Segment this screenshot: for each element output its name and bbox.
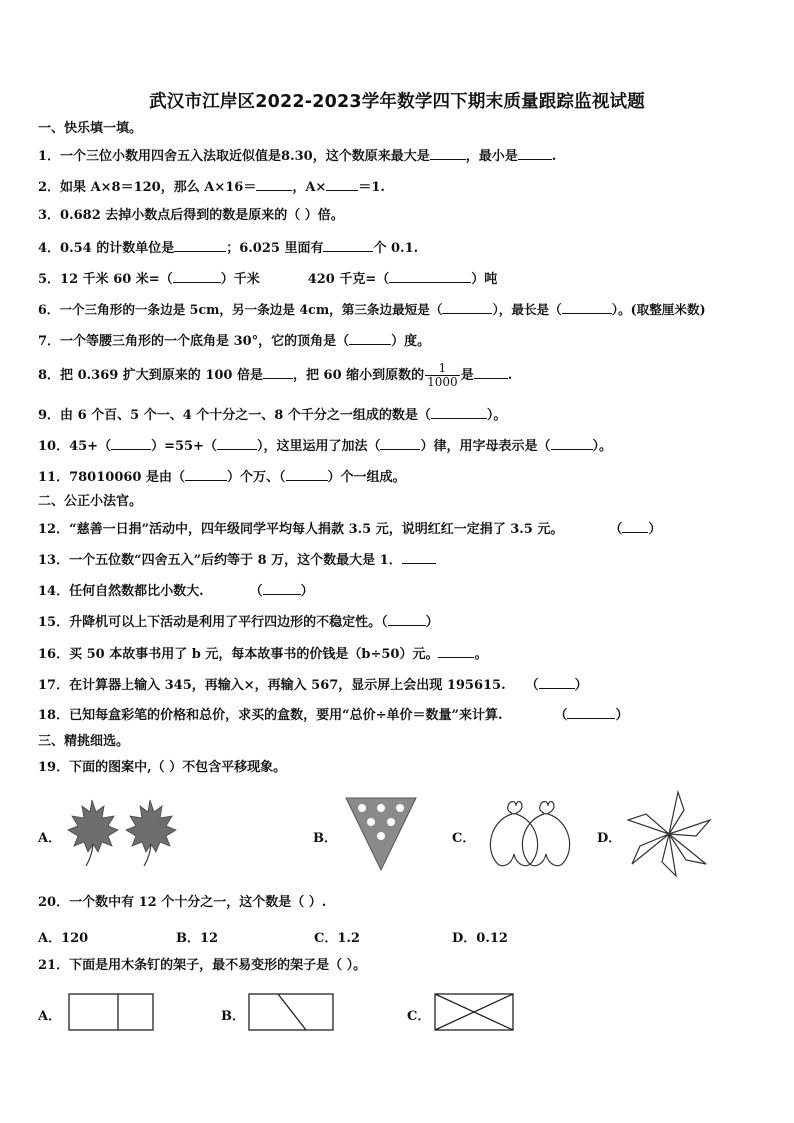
question-21: 21．下面是用木条钉的架子，最不易变形的架子是（ ）。: [38, 958, 367, 973]
option-label-b[interactable]: B．: [313, 831, 337, 846]
question-6: 6．一个三角形的一条边是 5cm，另一条边是 4cm，第三条边最短是（ ），最长是（ ）。(取整厘米数): [38, 302, 706, 317]
answer-blank[interactable]: [185, 468, 227, 481]
answer-blank[interactable]: [173, 270, 221, 283]
section-heading-1: 一、快乐填一填。: [38, 121, 143, 136]
windmill-figure: [626, 790, 712, 878]
answer-blank[interactable]: [402, 551, 436, 564]
question-18: 18．已知每盒彩笔的价格和总价，求买的盒数，要用“总价÷单价＝数量”来计算. （ ）: [38, 708, 629, 723]
option-21-a[interactable]: A．: [38, 1009, 62, 1024]
question-12: 12．“慈善一日捐”活动中，四年级同学平均每人捐款 3.5 元，说明红红一定捐了 3.5 元。 （ ）: [38, 522, 662, 537]
question-1: 1．一个三位小数用四舍五入法取近似值是8.30，这个数原来最大是 ，最小是 .: [38, 149, 557, 164]
question-9: 9．由 6 个百、5 个一、4 个十分之一、8 个千分之一组成的数是（ ）。: [38, 408, 507, 423]
answer-blank[interactable]: [349, 332, 391, 345]
answer-blank[interactable]: [256, 178, 292, 191]
question-16: 16．买 50 本故事书用了 b 元，每本故事书的价钱是（b÷50）元。 。: [38, 647, 488, 662]
option-20-a[interactable]: A．120: [38, 931, 89, 946]
frame-two-squares: [68, 993, 154, 1031]
section-heading-2: 二、公正小法官。: [38, 494, 143, 509]
frame-cross: [434, 993, 514, 1031]
question-10: 10．45+（ ）=55+（ ），这里运用了加法（ ）律，用字母表示是（ ）。: [38, 439, 613, 454]
fraction: $\frac{1}{1000}$: [427, 361, 458, 389]
question-5: 5．12 千米 60 米=（ ）千米 420 千克=（ ）吨: [38, 272, 498, 287]
question-2: 2．如果 A×8＝120，那么 A×16＝ ，A× ＝1.: [38, 180, 385, 195]
page-title: 武汉市江岸区2022-2023学年数学四下期末质量跟踪监视试题: [149, 92, 645, 112]
question-13: 13．一个五位数“四舍五入”后约等于 8 万，这个数最大是 1．: [38, 551, 436, 569]
answer-blank[interactable]: [217, 437, 257, 450]
question-4: 4．0.54 的计数单位是 ；6.025 里面有 个 0.1.: [38, 241, 419, 256]
answer-blank[interactable]: [442, 301, 492, 314]
answer-blank[interactable]: [389, 270, 471, 283]
answer-blank[interactable]: [286, 468, 328, 481]
answer-blank[interactable]: [263, 366, 293, 379]
option-label-d[interactable]: D．: [597, 831, 622, 846]
option-21-b[interactable]: B．: [221, 1009, 245, 1024]
answer-blank[interactable]: [622, 520, 648, 533]
answer-blank[interactable]: [518, 147, 552, 160]
question-7: 7．一个等腰三角形的一个底角是 30°，它的顶角是（ ）度。: [38, 334, 431, 349]
option-label-a[interactable]: A．: [38, 831, 62, 846]
answer-blank[interactable]: [323, 239, 373, 252]
answer-blank[interactable]: [380, 437, 420, 450]
answer-blank[interactable]: [438, 645, 474, 658]
answer-blank[interactable]: [431, 406, 487, 419]
frame-diagonal: [248, 993, 334, 1031]
section-heading-3: 三、精挑细选。: [38, 734, 130, 749]
answer-blank[interactable]: [111, 437, 151, 450]
question-11: 11．78010060 是由（ ）个万、（ ）个一组成。: [38, 470, 406, 485]
answer-blank[interactable]: [474, 366, 508, 379]
answer-blank[interactable]: [562, 301, 612, 314]
question-14: 14．任何自然数都比小数大. （ ）: [38, 584, 314, 599]
answer-blank[interactable]: [388, 613, 426, 626]
option-20-b[interactable]: B．12: [176, 931, 219, 946]
question-15: 15．升降机可以上下活动是利用了平行四边形的不稳定性。（ ）: [38, 615, 439, 630]
option-label-c[interactable]: C．: [452, 831, 476, 846]
question-8: 8．把 0.369 扩大到原来的 100 倍是 ，把 60 缩小到原数的 $\frac{1}{1000}$ 是 .: [38, 361, 513, 389]
question-3: 3．0.682 去掉小数点后得到的数是原来的（ ）倍。: [38, 208, 344, 223]
option-21-c[interactable]: C．: [407, 1009, 431, 1024]
question-20: 20．一个数中有 12 个十分之一，这个数是（ ）.: [38, 895, 327, 910]
answer-blank[interactable]: [551, 437, 593, 450]
answer-blank[interactable]: [326, 178, 358, 191]
question-17: 17．在计算器上输入 345，再输入×，再输入 567，显示屏上会出现 195615. （ ）: [38, 678, 588, 693]
answer-blank[interactable]: [174, 239, 226, 252]
leaves-figure: [62, 796, 180, 868]
answer-blank[interactable]: [263, 582, 301, 595]
option-20-c[interactable]: C．1.2: [314, 931, 360, 946]
gourds-figure: [482, 796, 582, 870]
triangle-flowers-figure: [344, 796, 418, 872]
option-20-d[interactable]: D．0.12: [452, 931, 508, 946]
answer-blank[interactable]: [567, 706, 615, 719]
question-19: 19．下面的图案中,（ ）不包含平移现象。: [38, 760, 287, 775]
answer-blank[interactable]: [539, 676, 575, 689]
answer-blank[interactable]: [430, 147, 466, 160]
